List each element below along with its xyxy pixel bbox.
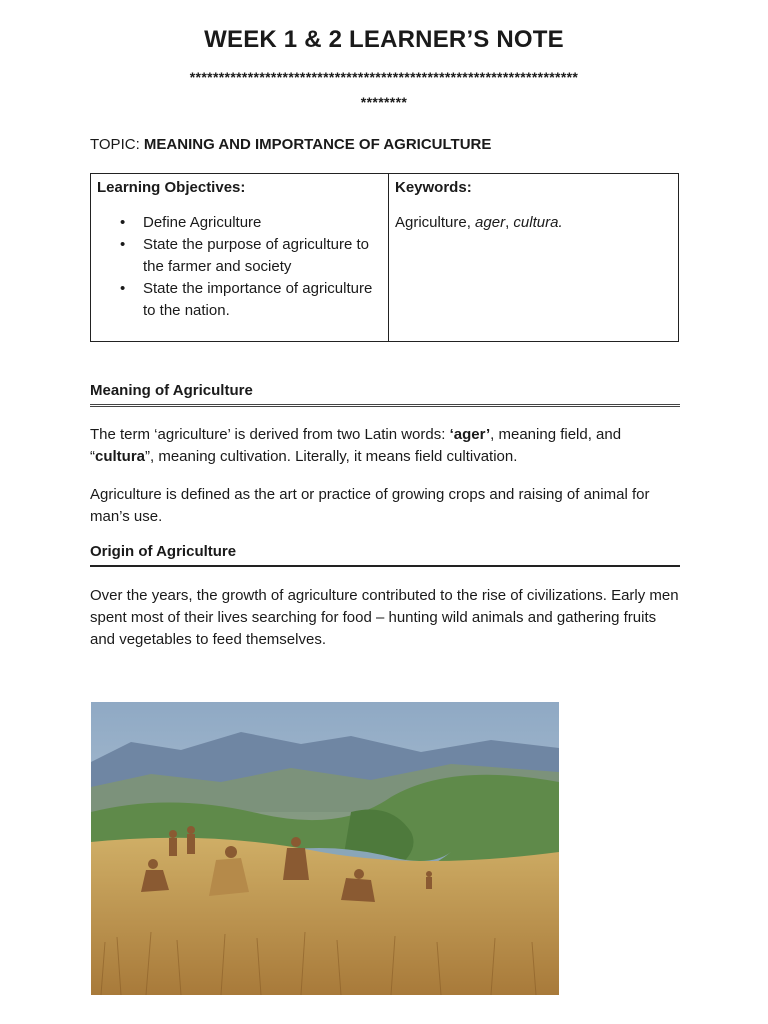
bold-term-cultura: cultura — [95, 448, 146, 465]
page-title: WEEK 1 & 2 LEARNER’S NOTE — [204, 26, 564, 53]
meaning-paragraph-1 — [90, 424, 680, 468]
text-run: The term ‘agriculture’ is derived from two Latin words: — [90, 426, 450, 443]
objective-item: • Define Agriculture — [143, 212, 382, 234]
keyword-ager: ager — [475, 214, 506, 231]
objectives-keywords-table — [90, 173, 679, 342]
keywords-cell — [389, 174, 679, 342]
topic-line — [90, 136, 491, 153]
keyword-separator: , — [505, 214, 514, 231]
keywords-heading: Keywords: — [395, 179, 472, 196]
objectives-cell — [91, 174, 389, 342]
asterisk-divider-continued: ******** — [360, 94, 408, 110]
objectives-heading: Learning Objectives: — [97, 179, 246, 196]
meaning-paragraph-2: Agriculture is defined as the art or practice of growing crops and raising of animal for man’s use. — [90, 486, 650, 525]
text-run: ”, meaning cultivation. Literally, it means field cultivation. — [145, 448, 518, 465]
origin-paragraph-1: Over the years, the growth of agriculture contributed to the rise of civilizations. Early men spent most of their lives searching for food – hunting wild animals and gathering fruits and vegetables to feed themselves. — [90, 587, 679, 648]
early-farming-illustration — [91, 702, 559, 995]
topic-label: TOPIC: — [90, 136, 140, 153]
keyword-separator: , — [466, 214, 476, 231]
bold-term-ager: ‘ager’ — [449, 426, 491, 443]
keyword-cultura: cultura — [513, 214, 559, 231]
section-heading-meaning: Meaning of Agriculture — [90, 382, 680, 407]
keyword-agriculture: Agriculture — [395, 214, 467, 231]
text-run: , meaning field, and “ — [90, 426, 622, 465]
wheat-field — [91, 838, 559, 995]
objective-item: • State the importance of agriculture to the nation. — [143, 278, 382, 322]
keywords-list — [395, 212, 672, 234]
objectives-list — [97, 212, 382, 322]
objective-item: • State the purpose of agriculture to the farmer and society — [143, 234, 382, 278]
asterisk-divider: ******************************************************************* — [189, 69, 579, 85]
topic-value: MEANING AND IMPORTANCE OF AGRICULTURE — [143, 136, 492, 153]
section-heading-origin: Origin of Agriculture — [90, 543, 680, 567]
farming-scene-image — [91, 702, 559, 995]
keyword-end: . — [558, 214, 563, 231]
